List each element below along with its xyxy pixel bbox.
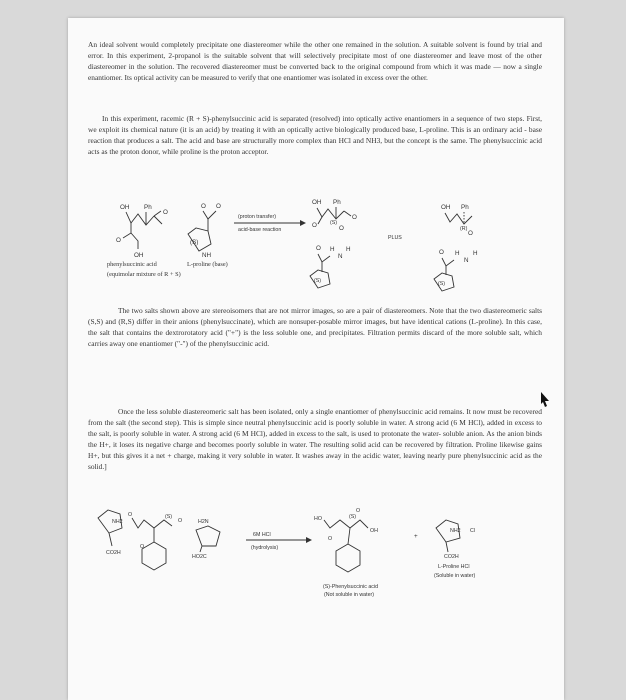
o-label: O (439, 249, 444, 256)
o-label: O (140, 544, 145, 550)
s-stereo-label: (S) (349, 514, 357, 520)
h-label: H (330, 246, 335, 253)
n-label: N (338, 253, 343, 260)
o-label: O (352, 214, 357, 221)
reaction-scheme-hydrolysis (68, 18, 564, 700)
caption-l-proline: L-proline (base) (187, 261, 228, 268)
o-label: O (178, 518, 183, 524)
product-note-caption: (Not soluble in water) (324, 592, 375, 598)
reagent-label: 6M HCl (253, 532, 271, 538)
o-label: O (116, 237, 121, 244)
o-label: O (328, 536, 333, 542)
product-name-caption: (S)-Phenylsuccinic acid (323, 584, 379, 590)
paragraph-experiment-overview: In this experiment, racemic (R + S)-phenylsuccinic acid is separated (resolved) into optically active enantiomers in a sequence of two steps. First, we exploit its chemical nature (it is an acid) by treating it with an optically active biologically produced base, L-proline. This is an ordinary acid - base reaction that produces a salt. The acid and base are structurally more complex than HCl and NH3, but the concept is the same. The phenylsuccinic acid acts as the proton donor, while proline is the proton acceptor. (88, 114, 542, 156)
h-label: H (473, 250, 478, 257)
o-label: O (356, 508, 361, 514)
s-stereo-label: (S) (330, 220, 338, 226)
ph-label: Ph (144, 204, 152, 211)
paragraph-recovery: Once the less soluble diastereomeric salt has been isolated, only a single enantiomer of phenylsuccinic acid remains. It now must be recovered from the salt (the second step). This is simple since neutral phenylsuccinic acid is poorly soluble in water. A strong acid (6 M HCl), added in excess to the salt, is poorly soluble in water. A strong acid (6 M HCl), added in excess to the salt, is used to protonate the water- soluble anion. As the anion binds the H+, it loses its negative charge and becomes poorly soluble in water. The resulting solid acid can be recovered by filtration. Proline likewise gains H+, but this gives it a net + charge, making it very soluble in water. It washes away in the acidic water, leaving nearly pure phenylsuccinic acid as the solid.] (88, 407, 542, 471)
nh2-label: NH2 (112, 519, 123, 525)
paragraph-diastereomers: The two salts shown above are stereoisomers that are not mirror images, so are a pair of diastereomers. Note that the two diastereomeric salts (S,S) and (R,S) differ in their anions (phenylsuccinate), which are nonsuper-posable mirror images, but have identical cations (L-proline). In this case, the salt that contains the dextrorotatory acid ("+") is the less soluble one, and precipitates. Filtration permits discard of the more soluble salt, which carries away one enantiomer ("-") of the phenylsuccinic acid. (88, 306, 542, 348)
o-label: O (201, 203, 206, 210)
arrow-label-acid-base: acid-base reaction (238, 227, 282, 233)
s-stereo-label: (S) (165, 514, 173, 520)
o-label: O (312, 222, 317, 229)
cl-label: Cl (470, 528, 476, 534)
s-stereo-label: (S) (190, 239, 199, 246)
n-label: N (464, 257, 469, 264)
hydrolysis-arrow (246, 532, 312, 551)
condition-label: (hydrolysis) (251, 545, 279, 551)
caption-phenylsuccinic-acid: phenylsuccinic acid (107, 261, 157, 268)
o-label: O (339, 225, 344, 232)
plus-label: PLUS (388, 235, 402, 241)
o-label: O (163, 209, 168, 216)
oh-label: OH (370, 528, 378, 534)
oh-label: OH (441, 204, 451, 211)
co2h-label: CO2H (106, 550, 121, 556)
ho2c-label: HO2C (192, 554, 207, 560)
h2n-label: H2N (198, 519, 209, 525)
h-label: H (455, 250, 460, 257)
o-label: O (128, 512, 133, 518)
byproduct-name-caption: L-Proline HCl (438, 564, 470, 570)
oh-label: OH (134, 252, 144, 259)
nh-label: NH (202, 252, 212, 259)
oh-label: OH (312, 199, 322, 206)
phenylsuccinic-acid-product-structure (314, 508, 378, 572)
s-stereo-label: (S) (438, 281, 446, 287)
byproduct-note-caption: (Soluble in water) (434, 573, 476, 579)
co2h-label: CO2H (444, 554, 459, 560)
ph-label: Ph (333, 199, 341, 206)
nh2-label: NH2 (450, 528, 461, 534)
s-stereo-label: (S) (314, 278, 322, 284)
r-stereo-label: (R) (460, 226, 468, 232)
oh-label: OH (120, 204, 130, 211)
caption-equimolar: (equimolar mixture of R + S) (107, 271, 181, 278)
h-label: H (346, 246, 351, 253)
ph-label: Ph (461, 204, 469, 211)
o-label: O (468, 230, 473, 237)
plus-label: + (414, 533, 418, 540)
ho-label: HO (314, 516, 322, 522)
o-label: O (216, 203, 221, 210)
l-proline-hcl-structure (436, 520, 475, 560)
arrow-label-proton-transfer: (proton transfer) (238, 214, 276, 220)
paragraph-ideal-solvent: An ideal solvent would completely precipitate one diastereomer while the other one remained in the solution. A suitable solvent is found by trial and error. In this experiment, 2-propanol is the suitable solvent that will selectively precipitate most of one diastereomer and leave most of the other diastereomer in the solution. The recovered diastereomer must be converted back to the original compound from which it was made — now a single enantiomer. Its optical activity can be measured to verify that one enantiomer was isolated in excess over the other. (88, 40, 542, 82)
document-page (68, 18, 564, 700)
salt-reactant-structure (98, 510, 220, 570)
o-label: O (316, 245, 321, 252)
